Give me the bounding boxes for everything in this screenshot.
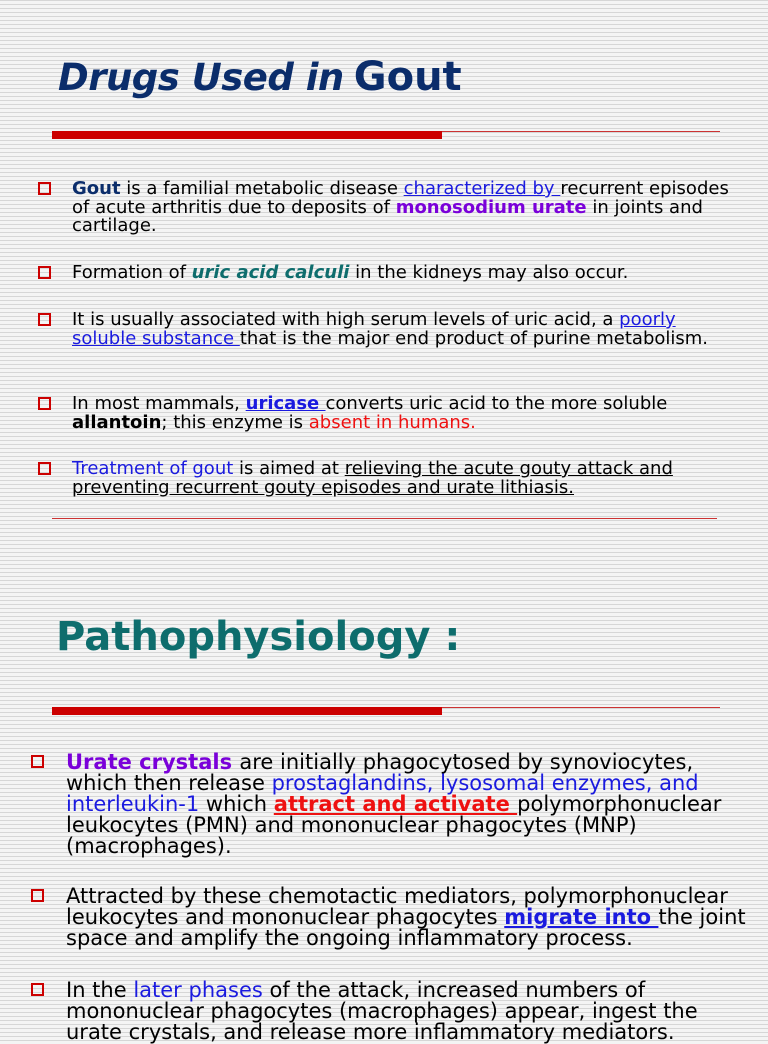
hollow-square-bullet-icon [38, 462, 51, 475]
slide1-title [58, 54, 462, 100]
slide1-bullet-2: Formation of uric acid calculi in the kidneys may also occur. [72, 264, 744, 283]
slide1-bullet-3: It is usually associated with high serum levels of uric acid, a poorly soluble substance that is the major end product of purine metabolism. [72, 311, 744, 348]
link-migrate-into[interactable]: migrate into [504, 905, 659, 929]
slide2-title: Pathophysiology : [56, 614, 461, 660]
slide1-title-italic: Drugs Used in [58, 56, 344, 99]
hollow-square-bullet-icon [31, 889, 44, 902]
link-attract-and-activate[interactable]: attract and activate [273, 792, 518, 816]
link-characterized-by[interactable]: characterized by [403, 178, 561, 199]
slide2-title-rule [52, 707, 720, 716]
hollow-square-bullet-icon [38, 313, 51, 326]
slide1-title-rule [52, 131, 720, 140]
slide2-bullet-1: Urate crystals are initially phagocytosed by synoviocytes, which then release prostaglandins, lysosomal enzymes, and interleukin-1 which attract and activate polymorphonuclear leukocytes (PMN) and mononuclear phagocytes (MNP) (macrophages). [66, 752, 756, 857]
slide1-rule-thick [52, 131, 442, 139]
slide2-bullet-2: Attracted by these chemotactic mediators, polymorphonuclear leukocytes and mononuclear phagocytes migrate into the joint space and amplify the ongoing inflammatory process. [66, 886, 756, 949]
link-poorly-soluble-substance[interactable]: poorly soluble substance [72, 309, 676, 349]
slide1-bullet-5: Treatment of gout is aimed at relieving the acute gouty attack and preventing recurrent gouty episodes and urate lithiasis. [72, 460, 744, 497]
slide1-bottom-rule [52, 518, 717, 519]
hollow-square-bullet-icon [31, 755, 44, 768]
link-uricase[interactable]: uricase [245, 393, 326, 414]
hollow-square-bullet-icon [38, 397, 51, 410]
slide2-bullet-3: In the later phases of the attack, increased numbers of mononuclear phagocytes (macrophages) appear, ingest the urate crystals, and release more inflammatory mediators. [66, 980, 756, 1043]
slide2-rule-thin [442, 707, 720, 708]
hollow-square-bullet-icon [38, 266, 51, 279]
slide1-bullet-1: Gout is a familial metabolic disease characterized by recurrent episodes of acute arthritis due to deposits of monosodium urate in joints and cartilage. [72, 180, 744, 236]
hollow-square-bullet-icon [31, 983, 44, 996]
slide1-title-gout: Gout [353, 54, 462, 100]
slide2-rule-thick [52, 707, 442, 715]
hollow-square-bullet-icon [38, 182, 51, 195]
slide1-rule-thin [442, 131, 720, 132]
slide1-bullet-4: In most mammals, uricase converts uric acid to the more soluble allantoin; this enzyme is absent in humans. [72, 395, 744, 432]
